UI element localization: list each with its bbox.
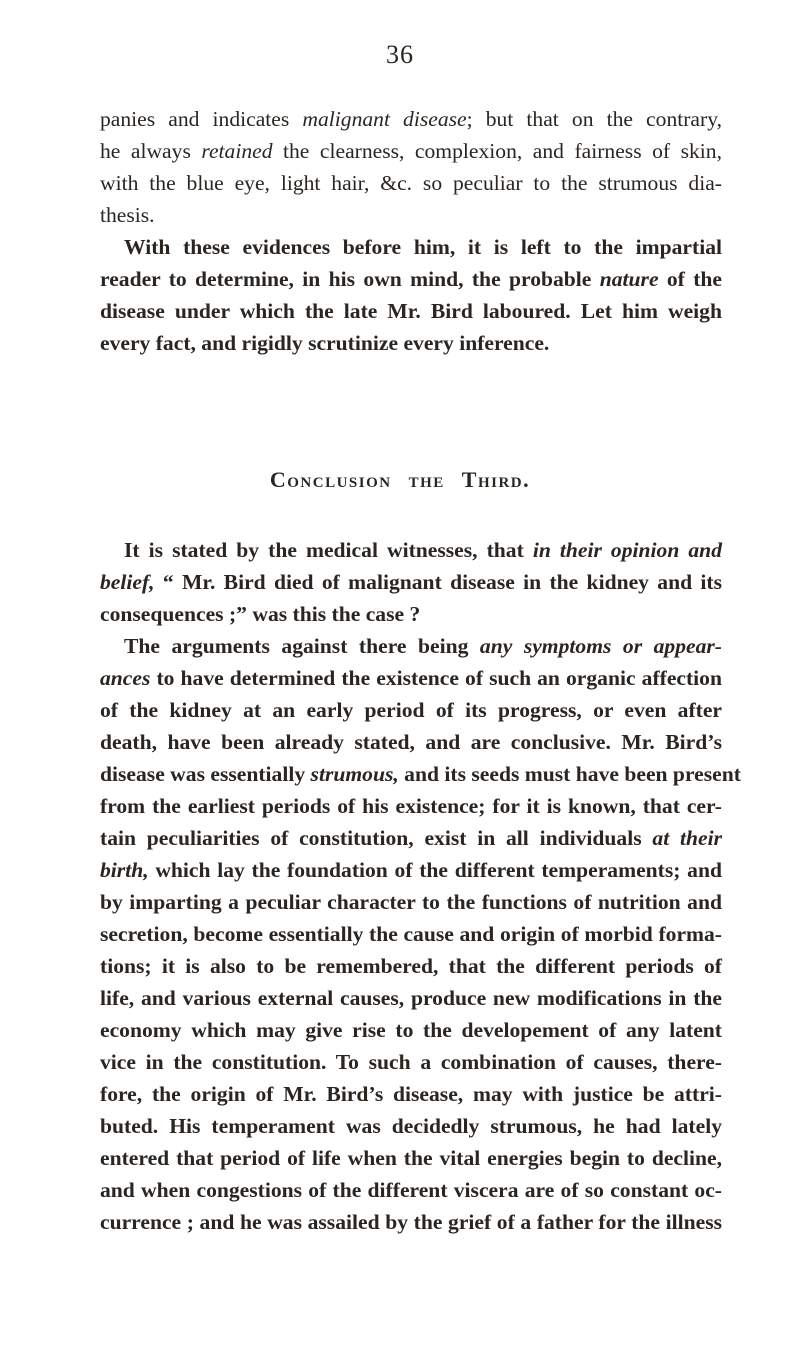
text-line: ances to have determined the existence of such an organic affection [100, 666, 722, 690]
text-line: by imparting a peculiar character to the functions of nutrition and [100, 890, 722, 914]
section-heading [0, 467, 800, 493]
text-block-lower [100, 534, 741, 1238]
text-line: thesis. [100, 203, 155, 227]
text-line: panies and indicates malignant disease; but that on the contrary, [100, 107, 722, 131]
heading-word: Conclusion [269, 467, 392, 492]
text-line: reader to determine, in his own mind, the probable nature of the [100, 267, 722, 291]
text-line: buted. His temperament was decidedly strumous, he had lately [100, 1114, 722, 1138]
text-line: secretion, become essentially the cause and origin of morbid forma- [100, 922, 722, 946]
heading-word: the [408, 467, 445, 492]
paragraph-evidences [100, 231, 722, 359]
text-line: death, have been already stated, and are conclusive. Mr. Bird’s [100, 730, 722, 754]
heading-word: Third. [461, 467, 531, 492]
text-block-upper [100, 103, 722, 359]
text-line: entered that period of life when the vital energies begin to decline, [100, 1146, 722, 1170]
text-line: consequences ;” was this the case ? [100, 602, 421, 626]
text-line: from the earliest periods of his existence; for it is known, that cer- [100, 794, 722, 818]
text-line: of the kidney at an early period of its progress, or even after [100, 698, 722, 722]
paragraph-arguments [100, 630, 741, 1238]
text-line: The arguments against there being any symptoms or appear- [124, 634, 722, 658]
text-line: belief, “ Mr. Bird died of malignant disease in the kidney and its [100, 570, 722, 594]
text-line: life, and various external causes, produce new modifications in the [100, 986, 722, 1010]
text-line: every fact, and rigidly scrutinize every inference. [100, 331, 550, 355]
text-line: with the blue eye, light hair, &c. so peculiar to the strumous dia- [100, 171, 722, 195]
text-line: birth, which lay the foundation of the different temperaments; and [100, 858, 722, 882]
text-line: disease under which the late Mr. Bird laboured. Let him weigh [100, 299, 722, 323]
text-line: vice in the constitution. To such a combination of causes, there- [100, 1050, 722, 1074]
text-line: With these evidences before him, it is left to the impartial [124, 235, 722, 259]
paragraph-stated [100, 534, 722, 630]
text-line: It is stated by the medical witnesses, that in their opinion and [124, 538, 722, 562]
text-line: and when congestions of the different viscera are of so constant oc- [100, 1178, 722, 1202]
page-number: 36 [386, 40, 414, 69]
text-line: fore, the origin of Mr. Bird’s disease, may with justice be attri- [100, 1082, 722, 1106]
text-line: currence ; and he was assailed by the grief of a father for the illness [100, 1210, 722, 1234]
text-line: tions; it is also to be remembered, that the different periods of [100, 954, 722, 978]
text-line: tain peculiarities of constitution, exist in all individuals at their [100, 826, 722, 850]
paragraph-continuation [100, 103, 722, 231]
text-line: he always retained the clearness, complexion, and fairness of skin, [100, 139, 722, 163]
text-line: disease was essentially strumous, and its seeds must have been present [100, 762, 741, 786]
text-line: economy which may give rise to the developement of any latent [100, 1018, 722, 1042]
